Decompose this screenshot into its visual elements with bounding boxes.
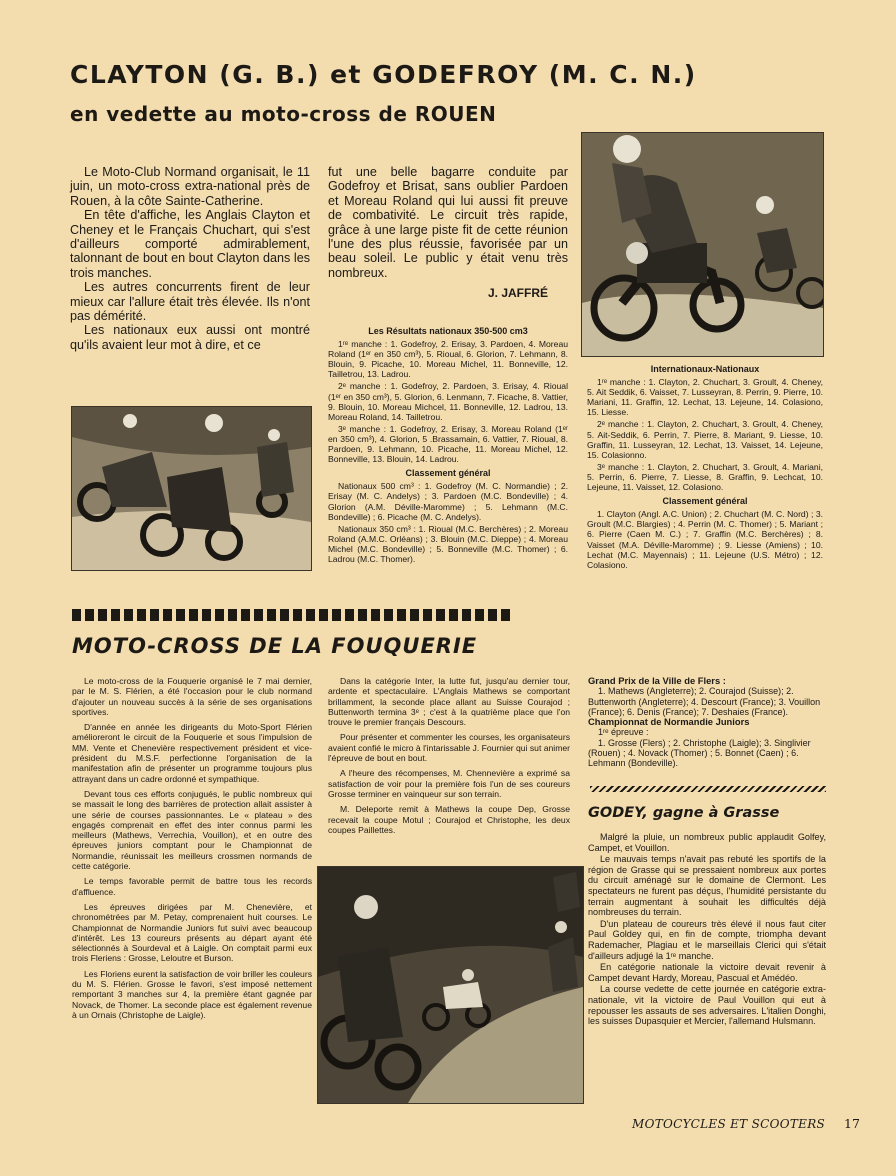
national-results <box>328 322 568 566</box>
grasse-paragraph: En catégorie nationale la victoire devait revenir à Campet devant Hardy, Moreau, Pascual et Amédéo. <box>588 962 826 983</box>
fouquerie-col2 <box>328 676 570 840</box>
fouquerie-col1 <box>72 676 312 1025</box>
fouquerie-paragraph: Devant tous ces efforts conjugués, le public nombreux qui se massait le long des barrières de protection allait assister à une série de courses passionnantes. Le « plateau » des engagés comprenait en effet des inter connus parmi les meilleurs (Mathews, Verrechia, Vouillon), et en outre des épreuves juniors comptant pour le Championnat de Normandie, réunissait les meilleurs crossmen normands de cette catégorie. <box>72 788 312 872</box>
page-number: 17 <box>844 1116 860 1131</box>
international-general-title: Classement général <box>662 496 748 507</box>
grasse-paragraph: La course vedette de cette journée en catégorie extra-nationale, vit la victoire de Paul Vouillon qui eut à repousser les assauts de ses adversaires. L'italien Donghi, les suisses Dupasquier et Mercier, l'allemand Hulsmann. <box>588 984 826 1027</box>
junior-championship-title: Championnat de Normandie Juniors <box>588 716 750 728</box>
fouquerie-paragraph: D'année en année les dirigeants du Moto-Sport Flérien amélioreront le circuit de la Fouquerie et sous l'impulsion de MM. Vente et Chenevière respectivement président et vice-président du M.S.F. perfectionne l'organisation de la manifestation afin de présenter un programme toujours plus attrayant dans un cadre ordonné et sympathique. <box>72 722 312 784</box>
grasse-article <box>588 832 826 1028</box>
international-general: 1. Clayton (Angl. A.C. Union) ; 2. Chuchart (M. C. Nord) ; 3. Groult (M.C. Blargies) ; 4. Perrin (M. C. Thomer) ; 5. Mariant ; 6. Pierre (Caen M. C.) ; 7. Graffin (M.C. Berchères) ; 8. Vaisset (M.A. Déville-Maromme) ; 9. Liesse (Amiens) ; 10. Lechat (M.C. Mayennais) ; 11. Lejeune (U.S. Métro) ; 12. Colasiono. <box>587 509 823 570</box>
section-divider <box>72 609 512 621</box>
junior-round-label: 1ʳᵉ épreuve : <box>598 727 649 738</box>
fouquerie-paragraph: Le moto-cross de la Fouquerie organisé le 7 mai dernier, par le M. S. Flérien, a été l'occasion pour le club normand d'ajouter un nouveau succès à la série de ses organisations sportives. <box>72 676 312 717</box>
national-round-3: 3ᵉ manche : 1. Godefroy, 2. Erisay, 3. Moreau Roland (1ᵉʳ en 350 cm³), 4. Glorion, 5 .Brassamain, 6. Vattier, 7. Rioual, 8. Pardoen, 9. Lehmann, 10. Picache, 11. Moreau Michel, 12. Bonneville, 13. Blouin, 14. Ladrou. <box>328 423 568 465</box>
junior-results: 1. Grosse (Flers) ; 2. Christophe (Laigle); 3. Singlivier (Rouen) ; 4. Novack (Thomer) ; 5. Bonnet (Caen) ; 6. Lehmann (Bondeville). <box>588 737 811 769</box>
main-subheadline: en vedette au moto-cross de ROUEN <box>70 102 497 126</box>
grand-prix-results: 1. Mathews (Angleterre); 2. Courajod (Suisse); 2. Buttenworth (Angleterre); 4. Descourt (France); 3. Vouillon (France); 6. Denis (France); 7. Deshaies (France). <box>588 686 821 717</box>
international-results <box>587 360 823 572</box>
main-headline: CLAYTON (G. B.) et GODEFROY (M. C. N.) <box>70 60 697 89</box>
national-round-1: 1ʳᵉ manche : 1. Godefroy, 2. Erisay, 3. Pardoen, 4. Moreau Roland (1ᵉʳ en 350 cm³), 5. Rioual, 6. Glorion, 7. Lehmann, 8. Blouin, 9. Picache, 10. Moreau Michel, 11. Bonneville, 12. Tailletrou, 13. Ladrou. <box>328 339 568 380</box>
motocross-photo-illustration <box>72 407 311 570</box>
fouquerie-paragraph: Dans la catégorie Inter, la lutte fut, jusqu'au dernier tour, ardente et spectaculaire. L'Anglais Mathews se comportant brillamment, la seconde place allant au Suisse Courajod ; Buttenworth termina 3ᵉ ; c'est à la quatrième place que l'on trouve le premier français Descours. <box>328 676 570 728</box>
international-round-3: 3ᵉ manche : 1. Clayton, 2. Chuchart, 3. Groult, 4. Mariani, 5. Perrin, 6. Pierre, 7. Liesse, 8. Graffin, 9. Lechcat, 10. Lejeune, 11. Vaisset, 12. Colasiono. <box>587 461 823 493</box>
fouquerie-paragraph: Pour présenter et commenter les courses, les organisateurs avaient confié le micro à l'intarissable J. Fournier qui sut animer l'épreuve de bout en bout. <box>328 732 570 764</box>
rouen-article-col2 <box>328 165 568 301</box>
national-general-title: Classement général <box>405 468 491 479</box>
rouen-paragraph: fut une belle bagarre conduite par Godefroy et Brisat, sans oublier Pardoen et Moreau Roland qui lui aussi fit preuve de combativité. Le circuit très rapide, grâce à une large piste fit de cette réunion l'une des plus réussie, favorisée par un beau soleil. Le public y était venu très nombreux. <box>328 165 568 280</box>
grand-prix-title: Grand Prix de la Ville de Flers : <box>588 675 726 686</box>
rouen-paragraph: En tête d'affiche, les Anglais Clayton et Cheney et le Français Chuchart, qui s'est d'ailleurs comporté admirablement, talonnant de bout en bout Clayton dans les trois manches. <box>70 208 310 280</box>
fouquerie-title: MOTO-CROSS DE LA FOUQUERIE <box>72 634 478 658</box>
fouquerie-paragraph: A l'heure des récompenses, M. Chennevière a exprimé sa satisfaction de voir pour la première fois l'un de ses coureurs Grosse terminer en vainqueur sur son terrain. <box>328 768 570 799</box>
rouen-paragraph: Les nationaux eux aussi ont montré qu'ils avaient leur mot à dire, et ce <box>70 323 310 352</box>
national-general-350: Nationaux 350 cm³ : 1. Rioual (M.C. Berchères) ; 2. Moreau Roland (A.M.C. Orléans) ; 3. Blouin (M.C. Dieppe) ; 4. Moreau Michel (M.C. Bondeville) ; 5. Bonneville (M.C. Thomer) ; 6. Ladrou (M.C. Thomer). <box>328 523 568 564</box>
national-general-500: Nationaux 500 cm³ : 1. Godefroy (M. C. Normandie) ; 2. Erisay (M. C. Andelys) ; 3. Pardoen (M.C. Bondeville) ; 4. Glorion (A.M. Déville-Maromme) ; 5. Lehmann (M.C. Bondeville) ; 6. Picache (M. C. Andelys). <box>328 481 568 522</box>
national-round-2: 2ᵉ manche : 1. Godefroy, 2. Pardoen, 3. Erisay, 4. Rioual (1ᵉʳ en 350 cm³), 5. Glorion, 6. Lenmann, 7. Ficache, 8. Vattier, 9. Blouin, 10. Moreau Michcel, 11. Bonneville, 12. Ladrou, 13. Moreau Roland, 14. Tailletrou. <box>328 381 568 422</box>
grasse-paragraph: Le mauvais temps n'avait pas rebuté les sportifs de la région de Grasse qui se pressaient nombreux aux portes du circuit aménagé sur le domaine de Clermont. Les spectateurs ne furent pas déçus, l'humidité persistante du terrain augmentant à souhait les difficultés déjà nombreuses du terrain. <box>588 854 826 918</box>
rouen-paragraph: Les autres concurrents firent de leur mieux car l'allure était très élevée. Ils n'ont pas démérité. <box>70 280 310 324</box>
international-results-title: Internationaux-Nationaux <box>650 364 760 374</box>
rouen-paragraph: Le Moto-Club Normand organisait, le 11 juin, un moto-cross extra-national près de Rouen, à la côte Sainte-Catherine. <box>70 165 310 208</box>
motocross-photo-illustration <box>318 867 583 1103</box>
rouen-article-col1 <box>70 165 310 352</box>
motocross-photo-illustration <box>582 133 823 356</box>
motocross-photo-riders-jump <box>581 132 824 357</box>
magazine-name: MOTOCYCLES ET SCOOTERS <box>632 1117 826 1131</box>
fouquerie-paragraph: M. Deleporte remit à Mathews la coupe Dep, Grosse recevait la coupe Motul ; Courajod et Christophe, les deux coupes Paillettes. <box>328 804 570 835</box>
grasse-title: GODEY, gagne à Grasse <box>588 805 780 821</box>
international-round-2: 2ᵉ manche : 1. Clayton, 2. Chuchart, 3. Groult, 4. Cheney, 5. Ait-Seddik, 6. Perrin, 7. Pierre, 8. Mariant, 9. Liesse, 10. Graffin, 11. Lusseyran, 12. Lechat, 13. Vaisset, 14. Lejeune, 15. Colasionno. <box>587 419 823 460</box>
fouquerie-paragraph: Les épreuves dirigées par M. Chenevière, et chronométrées par M. Petay, comprenaient huit courses. Le Championnat de Normandie Juniors fut suivi avec beaucoup d'intérêt. Les 13 coureurs présents au départ ayant été sélectionnés à Sourdeval et à Laigle. On comptait parmi eux trois Fleriens : Grosse, Leloutre et Burson. <box>72 901 312 964</box>
grasse-paragraph: Malgré la pluie, un nombreux public applaudit Golfey, Campet, et Vouillon. <box>588 832 826 853</box>
fouquerie-paragraph: Les Floriens eurent la satisfaction de voir briller les couleurs du M. S. Flérien. Grosse le favori, s'est imposé nettement remportant 3 manches sur 4, la première étant gagnée par Novack, de Thomer. La seconde place est également revenue à un Ornais (Christophe de Laigle). <box>72 968 312 1020</box>
fouquerie-paragraph: Le temps favorable permit de battre tous les records d'affluence. <box>72 876 312 897</box>
motocross-photo-forest-track <box>317 866 584 1104</box>
grasse-paragraph: D'un plateau de coureurs très élevé il nous faut citer Paul Goldey qui, en fin de compte, triompha devant Rademacher, Plagiau et le marseillais Clerici qui s'était d'ailleurs adjugé la 1ʳᵉ manche. <box>588 918 826 961</box>
motocross-photo-start <box>71 406 312 571</box>
author-signature: J. JAFFRÉ <box>487 286 548 301</box>
international-round-1: 1ʳᵉ manche : 1. Clayton, 2. Chuchart, 3. Groult, 4. Cheney, 5. Ait Seddik, 6. Vaisset, 7. Lusseyran, 8. Perrin, 9. Pierre, 10. Mariani, 11. Graffin, 12. Lechat, 13. Lejeune, 14. Colasiono, 15. Liesse. <box>587 377 823 418</box>
grasse-divider <box>590 786 826 792</box>
flers-results <box>588 676 828 769</box>
national-results-title: Les Résultats nationaux 350-500 cm3 <box>368 326 528 336</box>
